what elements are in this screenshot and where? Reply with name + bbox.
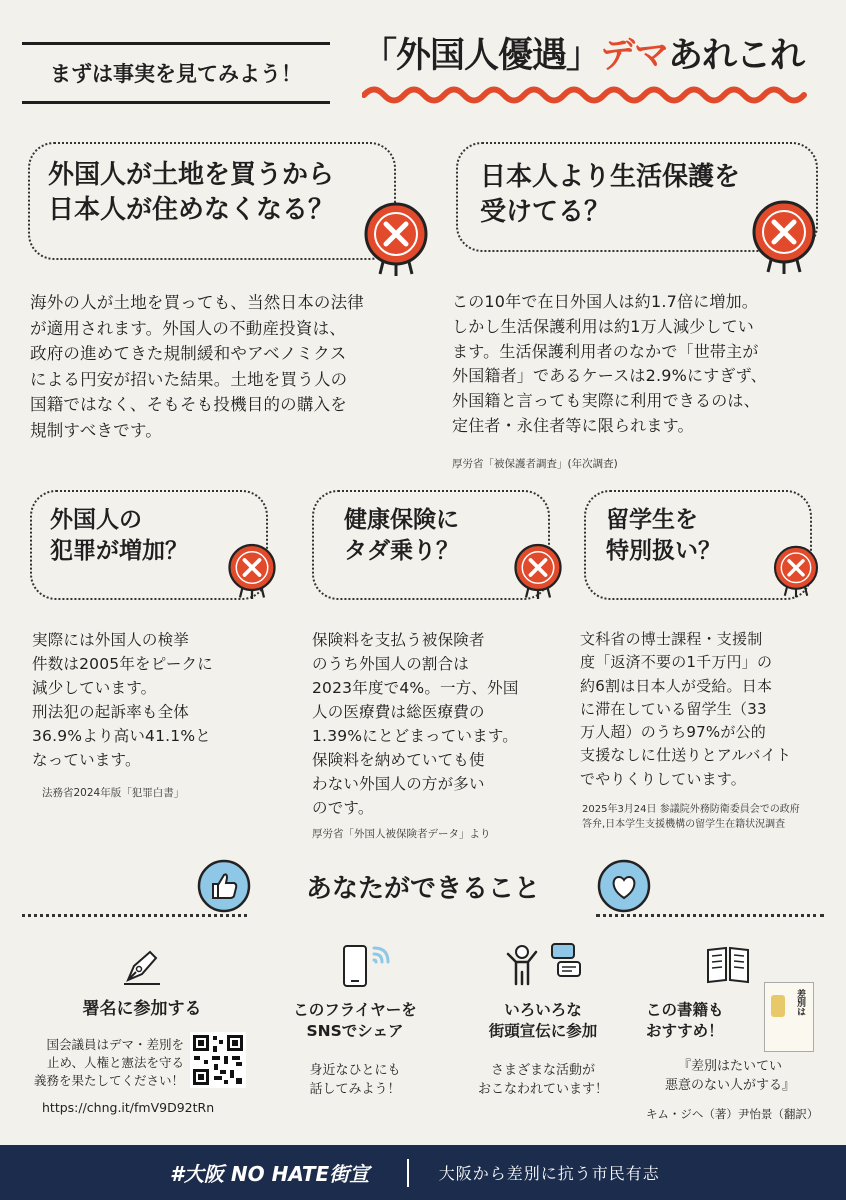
fact-line: 外国籍と言っても実際に利用できるのは、 [452,391,760,411]
intro-heading: まずは事実を見てみよう！ [22,42,330,104]
action-text-line: 義務を果たしてください！ [33,1073,184,1089]
claim-line: タダ乗り？ [344,538,459,565]
fact-line: 保険料を納めていても使 [312,751,485,770]
fact-line: 海外の人が土地を買っても、当然日本の法律 [30,293,364,312]
source-line: 2025年3月24日 参議院外務防衛委員会での政府 [582,804,800,815]
claim-line: 日本人より生活保護を [480,162,741,192]
cross-icon [768,540,824,604]
footer-bar [0,1145,846,1200]
wavy-underline [362,82,812,108]
fact-line: 文科省の博士課程・支援制 [580,630,763,648]
fact-line: 刑法犯の起訴率も全体 [32,703,190,722]
myth-2-source: 厚労省「被保護者調査」(年次調査) [452,458,618,470]
claim-line: 犯罪が増加？ [50,538,188,565]
action-text-line: 止め、人権と憲法を守る [46,1055,184,1071]
book-cover-art [771,995,785,1017]
fact-line: 36.9%より高い41.1%と [32,727,211,746]
book-title-line: 『差別はたいてい [677,1059,782,1074]
footer-divider [407,1159,409,1187]
cross-icon [356,200,436,280]
fact-line: 2023年度で4%。一方、外国 [312,679,519,698]
cross-icon [508,540,568,604]
signature-link[interactable]: https://chng.it/fmV9D92tRn [42,1100,215,1115]
fact-line: による円安が招いた結果。土地を買う人の [30,369,348,389]
title-part2: デマ [600,36,669,76]
smartphone-wifi-icon [336,940,396,990]
fact-line: 度「返済不要の1千万円」の [580,653,773,672]
footer-hashtag: #大阪 NO HATE街宣 [170,1162,370,1186]
cross-icon [222,540,282,604]
fact-line: なっています。 [32,751,141,770]
fact-line: でやりくりしています。 [580,769,747,788]
myth-4-facts [312,628,562,820]
myth-3-claim [50,505,188,567]
fact-line: 実際には外国人の検挙 [32,631,190,649]
fact-line: 1.39%にとどまっています。 [312,727,519,746]
action-text-line: 国会議員はデマ・差別を [46,1037,184,1052]
myth-5-facts [580,628,830,791]
open-book-icon [704,940,752,988]
fact-line: 支援なしに仕送りとアルバイト [580,746,792,765]
cross-icon [744,198,824,278]
action-text-line: 身近なひとにも [309,1063,401,1078]
action-text-line: おこなわれています！ [477,1081,608,1097]
fact-line: 約6割は日本人が受給。日本 [580,676,773,695]
action-text-line: 話してみよう！ [309,1081,401,1097]
claim-line: 留学生を [606,507,698,533]
fact-line: 規制すべきです。 [30,420,162,440]
book-title [640,1058,820,1096]
myth-3-facts [32,628,272,772]
action-title-line: いろいろな [504,1001,582,1019]
fact-line: 定住者・永住者等に限られます。 [452,415,694,435]
divider-left [22,914,247,917]
myth-2-facts [452,290,832,439]
fact-line: のうち外国人の割合は [312,655,470,674]
claim-line: 外国人が土地を買うから [48,160,335,190]
fact-line: 減少しています。 [32,679,157,698]
action-title-line: このフライヤーを [293,1001,417,1019]
myth-5-claim [606,505,721,567]
book-cover [764,982,814,1052]
fact-line: 外国籍者」であるケースは2.9%にすぎず、 [452,366,767,386]
fact-line: ます。生活保護利用者のなかで「世帯主が [452,341,759,361]
fact-line: 保険料を支払う被保険者 [312,631,485,649]
fact-line: のです。 [312,799,374,818]
action-2-text [280,1062,430,1100]
heart-icon [596,858,652,914]
action-2-title [280,1000,430,1042]
person-chat-icon [500,940,584,990]
fact-line: 件数は2005年をピークに [32,655,213,674]
title-part3: あれこれ [668,36,805,76]
fact-line: 政府の進めてきた規制緩和やアベノミクス [30,344,347,364]
fact-line: わない外国人の方が多い [312,775,485,794]
action-title-line: おすすめ！ [646,1021,724,1040]
book-cover-title: 差別は [795,989,805,1016]
pen-icon [120,944,164,988]
book-title-line: 悪意のない人がする』 [664,1077,795,1093]
source-line: 答弁,日本学生支援機構の留学生在籍状況調査 [582,819,786,830]
fact-line: が適用されます。外国人の不動産投資は、 [30,318,346,338]
qr-code[interactable] [190,1032,246,1088]
fact-line: 国籍ではなく、そもそも投機目的の購入を [30,395,347,415]
myth-1-facts [30,290,420,443]
myth-3-source: 法務省2024年版「犯罪白書」 [42,787,185,799]
fact-line: この10年で在日外国人は約1.7倍に増加。 [452,292,759,311]
claim-line: 日本人が住めなくなる？ [48,195,335,226]
action-1-title: 署名に参加する [82,999,202,1019]
claim-line: 特別扱い？ [606,538,721,565]
action-1-text [26,1036,184,1090]
myth-4-claim [344,505,459,567]
fact-line: しかし生活保護利用は約1万人減少してい [452,316,754,336]
action-3-title [468,1000,618,1042]
action-text-line: さまざまな活動が [490,1063,595,1078]
fact-line: 万人超）のうち97%が公的 [580,723,766,741]
action-3-text [468,1062,618,1100]
action-title-line: SNSでシェア [306,1021,404,1040]
myth-4-source: 厚労省「外国人被保険者データ」より [312,828,491,840]
fact-line: 人の医療費は総医療費の [312,703,485,722]
actions-title: あなたができること [305,874,540,904]
myth-2-claim [480,160,740,230]
myth-5-source [582,802,800,832]
claim-line: 受けてる？ [480,197,611,228]
fact-line: に滞在している留学生（33 [580,699,767,718]
page-title [362,28,804,78]
claim-line: 健康保険に [344,507,459,533]
action-4-title [646,1000,756,1042]
divider-right [596,914,824,917]
action-title-line: この書籍も [646,1001,724,1019]
claim-line: 外国人の [50,507,142,533]
footer-organization: 大阪から差別に抗う市民有志 [438,1164,660,1183]
action-title-line: 街頭宣伝に参加 [488,1021,598,1040]
book-author: キム・ジヘ（著）尹怡景（翻訳） [646,1107,819,1121]
myth-1-claim [48,158,334,228]
title-part1: 「外国人優遇」 [362,36,601,76]
